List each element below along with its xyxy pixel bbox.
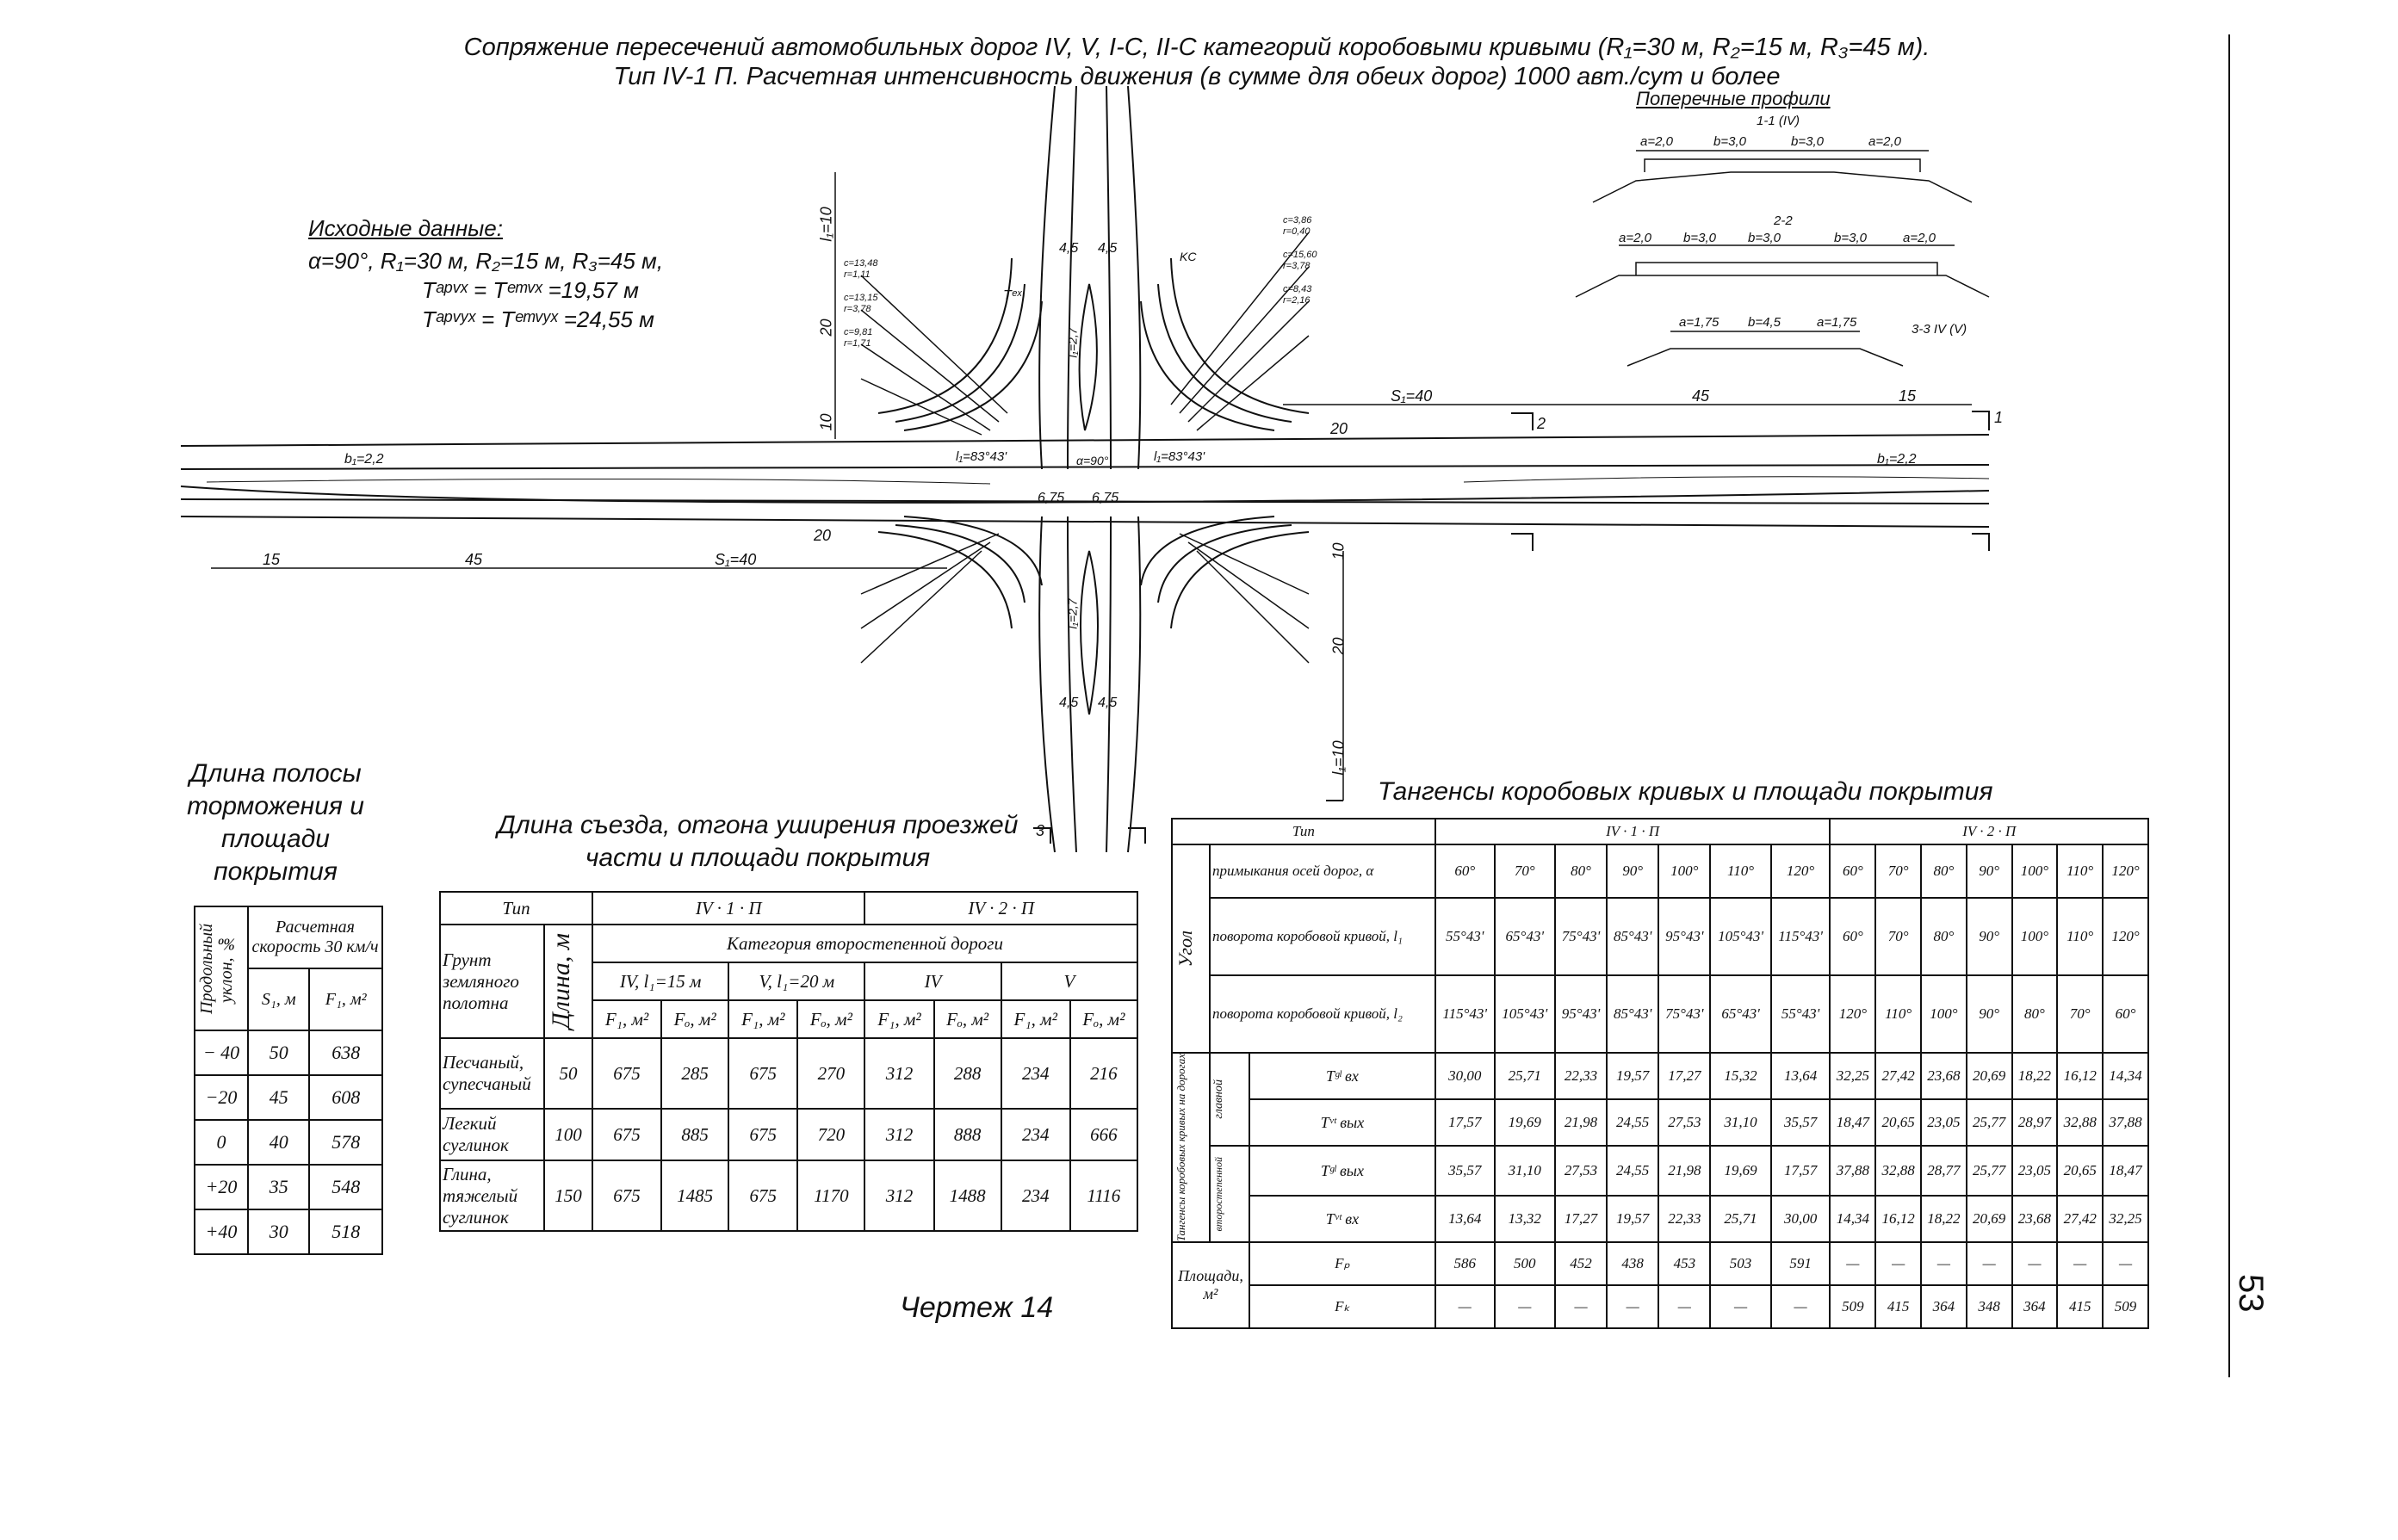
ramp-heading: Длина съезда, отгона уширения проезжей части и площади покрытия — [497, 811, 1019, 872]
dim-20-top: 20 — [817, 319, 835, 337]
table-cell — [195, 906, 248, 1030]
table-cell: Fₚ — [1249, 1242, 1435, 1285]
table-cell: Угол — [1172, 844, 1210, 1053]
dim-45-right: 45 — [1692, 387, 1710, 405]
table-cell: 17,27 — [1658, 1053, 1710, 1099]
table-cell: Fₒ, м² — [1070, 1000, 1137, 1038]
main-road-edge-bottom-outer — [181, 516, 1989, 527]
table-cell: 40 — [248, 1120, 309, 1165]
table-cell: 1488 — [934, 1160, 1001, 1231]
profile-1-dim-b2: b=3,0 — [1791, 134, 1824, 149]
dim-4-5-b: 4,5 — [1098, 241, 1118, 256]
table-cell: 675 — [592, 1038, 661, 1109]
table-cell: 50 — [544, 1038, 592, 1109]
curve-param-3: c=9,81 r=1,71 — [844, 327, 873, 349]
table-cell: 105°43' — [1710, 898, 1770, 975]
ramp-h-len: Длина, м — [547, 933, 575, 1030]
table-cell: Tᵛᵗ вых — [1249, 1099, 1435, 1146]
table-cell: 675 — [728, 1160, 797, 1231]
table-cell: 90° — [1607, 844, 1658, 898]
table-cell: 80° — [1921, 898, 1967, 975]
table-cell: — — [1495, 1285, 1555, 1328]
table-cell: — — [1967, 1242, 2012, 1285]
table-cell: V, l₁=20 м — [728, 962, 864, 1000]
table-cell: 270 — [797, 1038, 864, 1109]
tangents-heading: Тангенсы коробовых кривых и площади покрытия — [1378, 777, 1993, 806]
initial-data-line-3: Tᵃᵖᵛʸˣ = Tᵉᵐᵛʸˣ =24,55 м — [422, 306, 655, 332]
table-cell: 110° — [2057, 844, 2103, 898]
table-cell: 666 — [1070, 1109, 1137, 1160]
title-line-1: Сопряжение пересечений автомобильных дорог IV, V, I-C, II-C категорий коробовыми кривыми (R₁=30 м, R₂=15 м, R₃=45 м). — [463, 34, 1930, 61]
table-cell: 500 — [1495, 1242, 1555, 1285]
table-cell: — — [1607, 1285, 1658, 1328]
table-cell: − 40 — [195, 1030, 248, 1075]
table-cell: 312 — [864, 1038, 933, 1109]
table-cell: 100 — [544, 1109, 592, 1160]
table-cell: F₁, м² — [592, 1000, 661, 1038]
side-road-lower-right — [1128, 516, 1140, 852]
table-cell: +40 — [195, 1209, 248, 1254]
table-cell: 312 — [864, 1160, 933, 1231]
profile-1-dim-a2: a=2,0 — [1868, 134, 1901, 149]
drawing-label: Чертеж 14 — [900, 1291, 1054, 1324]
table-cell: 95°43' — [1555, 975, 1607, 1053]
table-cell: Площади, м² — [1172, 1242, 1249, 1328]
profile-3-dim-a2: a=1,75 — [1817, 315, 1857, 330]
table-cell: 120° — [2103, 898, 2148, 975]
table-cell: 1485 — [661, 1160, 728, 1231]
table-cell: — — [1435, 1285, 1495, 1328]
table-cell: 415 — [2057, 1285, 2103, 1328]
table-cell: 27,53 — [1658, 1099, 1710, 1146]
table-row — [195, 1030, 382, 1075]
table-row — [195, 1165, 382, 1209]
table-cell: 70° — [1495, 844, 1555, 898]
profile-2-label: 2-2 — [1774, 213, 1793, 228]
profile-1 — [1593, 151, 1972, 202]
braking-col-s: S₁, м — [248, 968, 309, 1030]
table-cell: 90° — [1967, 844, 2012, 898]
table-cell: второстепенной — [1210, 1146, 1249, 1242]
table-row — [195, 1120, 382, 1165]
table-cell: 110° — [1875, 975, 1921, 1053]
profile-3-dim-b: b=4,5 — [1748, 315, 1781, 330]
table-cell: −20 — [195, 1075, 248, 1120]
dim-45-left: 45 — [465, 551, 483, 568]
table-cell: Tᵍˡ вх — [1249, 1053, 1435, 1099]
table-cell: 18,22 — [1921, 1196, 1967, 1242]
table-cell: 608 — [309, 1075, 382, 1120]
dim-20-right: 20 — [1330, 420, 1348, 437]
table-cell: Тип — [1172, 819, 1435, 844]
dim-6-75-a: 6,75 — [1038, 491, 1065, 505]
initial-data-line-2: Tᵃᵖᵛˣ = Tᵉᵐᵛˣ =19,57 м — [422, 277, 639, 303]
table-row — [195, 1075, 382, 1120]
table-cell: 348 — [1967, 1285, 2012, 1328]
ramp-h-iv1: IV · 1 · П — [592, 892, 864, 925]
tvx-label: Tᵉˣ — [1003, 288, 1022, 303]
table-cell: Легкий суглинок — [440, 1109, 544, 1160]
curve-param-2: c=13,15 r=3,78 — [844, 293, 878, 314]
profile-1-dim-b1: b=3,0 — [1713, 134, 1746, 149]
ramp-h-type: Тип — [440, 892, 592, 925]
table-cell: 285 — [661, 1038, 728, 1109]
dim-6-75-b: 6,75 — [1092, 491, 1119, 505]
table-cell: 14,34 — [2103, 1053, 2148, 1099]
table-cell: Глина, тяжелый суглинок — [440, 1160, 544, 1231]
table-cell: — — [1555, 1285, 1607, 1328]
alpha-label: α=90° — [1076, 454, 1109, 467]
table-cell: 32,25 — [1830, 1053, 1875, 1099]
table-cell: — — [1658, 1285, 1710, 1328]
table-cell: 28,97 — [2012, 1099, 2058, 1146]
table-cell: 18,22 — [2012, 1053, 2058, 1099]
dim-15-left: 15 — [263, 551, 281, 568]
table-cell: 23,05 — [2012, 1146, 2058, 1196]
table-cell: 35,57 — [1435, 1146, 1495, 1196]
table-cell: 27,53 — [1555, 1146, 1607, 1196]
table-cell: 65°43' — [1710, 975, 1770, 1053]
table-cell: 55°43' — [1435, 898, 1495, 975]
tangents-table — [1171, 818, 2149, 1329]
profile-2-dim-b2: b=3,0 — [1748, 231, 1781, 245]
table-cell: 115°43' — [1435, 975, 1495, 1053]
table-cell: 120° — [1771, 844, 1831, 898]
table-cell: 17,57 — [1771, 1146, 1831, 1196]
table-cell: 586 — [1435, 1242, 1495, 1285]
table-cell: IV · 1 · П — [1435, 819, 1831, 844]
table-cell: 32,88 — [2057, 1099, 2103, 1146]
table-cell: — — [2012, 1242, 2058, 1285]
table-cell: 55°43' — [1771, 975, 1831, 1053]
dim-4-5-a: 4,5 — [1059, 241, 1079, 256]
table-cell: F₁, м² — [864, 1000, 933, 1038]
table-cell: 23,05 — [1921, 1099, 1967, 1146]
table-cell: 885 — [661, 1109, 728, 1160]
table-cell: примыкания осей дорог, α — [1210, 844, 1435, 898]
table-cell: — — [1921, 1242, 1967, 1285]
table-cell: 65°43' — [1495, 898, 1555, 975]
dim-l1-bottom: l₁=10 — [1329, 740, 1348, 776]
initial-data-line-1: α=90°, R₁=30 м, R₂=15 м, R₃=45 м, — [308, 248, 664, 274]
table-cell: 19,57 — [1607, 1053, 1658, 1099]
table-cell: Fₒ, м² — [934, 1000, 1001, 1038]
table-cell: 438 — [1607, 1242, 1658, 1285]
table-cell: 70° — [1875, 844, 1921, 898]
curve-param-6: c=8,43 r=2,16 — [1283, 284, 1312, 306]
table-cell: 19,69 — [1495, 1099, 1555, 1146]
table-cell: F₁, м² — [1001, 1000, 1070, 1038]
table-cell: 100° — [1658, 844, 1710, 898]
dim-4-5-d: 4,5 — [1098, 696, 1118, 710]
dim-lt-2-7-top: l₁=2,7 — [1065, 327, 1080, 358]
table-cell: 234 — [1001, 1109, 1070, 1160]
table-cell: 453 — [1658, 1242, 1710, 1285]
table-cell: 675 — [728, 1038, 797, 1109]
table-row — [195, 1209, 382, 1254]
kc-label: KC — [1180, 250, 1197, 263]
table-cell: 60° — [2103, 975, 2148, 1053]
table-cell: 578 — [309, 1120, 382, 1165]
table-cell: 30 — [248, 1209, 309, 1254]
table-cell: 15,32 — [1710, 1053, 1770, 1099]
table-cell: 548 — [309, 1165, 382, 1209]
table-cell: главной — [1210, 1053, 1249, 1146]
braking-col-slope: Продольный уклон, ‰ — [197, 923, 236, 1014]
table-cell: 13,32 — [1495, 1196, 1555, 1242]
angle-right: l₁=83°43' — [1154, 449, 1205, 464]
table-cell: 75°43' — [1555, 898, 1607, 975]
table-cell: 21,98 — [1555, 1099, 1607, 1146]
table-cell: 37,88 — [2103, 1099, 2148, 1146]
table-cell: 888 — [934, 1109, 1001, 1160]
curve-param-1: c=13,48 r=1,11 — [844, 258, 878, 280]
table-cell: 312 — [864, 1109, 933, 1160]
table-cell: 638 — [309, 1030, 382, 1075]
table-cell: 80° — [2012, 975, 2058, 1053]
table-cell: IV — [864, 962, 1001, 1000]
table-cell: 23,68 — [1921, 1053, 1967, 1099]
table-cell: +20 — [195, 1165, 248, 1209]
table-cell: 234 — [1001, 1038, 1070, 1109]
side-road-lower-left — [1039, 516, 1055, 852]
ramp-h-soil: Грунт земляного полотна — [440, 925, 544, 1038]
table-cell: 27,42 — [2057, 1196, 2103, 1242]
dim-20-bottom: 20 — [1329, 637, 1348, 655]
table-cell: Tᵛᵗ вх — [1249, 1196, 1435, 1242]
table-cell: Тангенсы коробовых кривых на дорогах — [1172, 1053, 1210, 1242]
table-cell: 20,65 — [2057, 1146, 2103, 1196]
table-cell: 19,69 — [1710, 1146, 1770, 1196]
table-cell: 120° — [2103, 844, 2148, 898]
table-cell: 120° — [1830, 975, 1875, 1053]
table-cell: 25,77 — [1967, 1146, 2012, 1196]
dim-lt-2-7-bottom: l₁=2,7 — [1065, 598, 1080, 629]
table-cell: 95°43' — [1658, 898, 1710, 975]
ramp-h-cat: Категория второстепенной дороги — [592, 925, 1137, 962]
table-cell: 90° — [1967, 975, 2012, 1053]
curve-param-5: c=15,60 r=3,78 — [1283, 250, 1317, 271]
table-cell: 14,34 — [1830, 1196, 1875, 1242]
table-cell: V — [1001, 962, 1137, 1000]
table-cell: 32,88 — [1875, 1146, 1921, 1196]
table-cell: 100° — [2012, 898, 2058, 975]
table-cell: 18,47 — [1830, 1099, 1875, 1146]
table-cell: 60° — [1830, 844, 1875, 898]
table-cell: 80° — [1555, 844, 1607, 898]
table-cell: 509 — [1830, 1285, 1875, 1328]
ramp-h-iv2: IV · 2 · П — [864, 892, 1137, 925]
table-cell: 100° — [2012, 844, 2058, 898]
profile-2-dim-a2: a=2,0 — [1903, 231, 1936, 245]
profiles-heading: Поперечные профили — [1636, 88, 1831, 109]
section-1-marker: 1 — [1994, 409, 2004, 426]
table-cell: 80° — [1921, 844, 1967, 898]
table-cell: 35,57 — [1771, 1099, 1831, 1146]
table-cell: 25,71 — [1710, 1196, 1770, 1242]
table-cell: 13,64 — [1435, 1196, 1495, 1242]
profile-2-dim-a1: a=2,0 — [1619, 231, 1651, 245]
page-number: 53 — [2232, 1274, 2270, 1313]
table-cell: 23,68 — [2012, 1196, 2058, 1242]
table-cell: 105°43' — [1495, 975, 1555, 1053]
table-row — [440, 1038, 1137, 1109]
table-cell: 675 — [592, 1160, 661, 1231]
braking-heading: Длина полосы торможения и площади покрытия — [187, 759, 364, 886]
table-cell: 37,88 — [1830, 1146, 1875, 1196]
table-cell: 28,77 — [1921, 1146, 1967, 1196]
table-cell: 50 — [248, 1030, 309, 1075]
dim-4-5-c: 4,5 — [1059, 696, 1079, 710]
table-cell: 30,00 — [1435, 1053, 1495, 1099]
table-cell: 60° — [1435, 844, 1495, 898]
dim-10-top: 10 — [817, 413, 835, 431]
curve-param-4: c=3,86 r=0,40 — [1283, 215, 1312, 237]
table-cell: 1116 — [1070, 1160, 1137, 1231]
table-cell: 30,00 — [1771, 1196, 1831, 1242]
table-cell: F₁, м² — [728, 1000, 797, 1038]
profile-3-label: 3-3 IV (V) — [1912, 322, 1967, 337]
table-cell: IV, l₁=15 м — [592, 962, 728, 1000]
table-cell: — — [2103, 1242, 2148, 1285]
table-cell: 17,27 — [1555, 1196, 1607, 1242]
table-cell: 25,77 — [1967, 1099, 2012, 1146]
table-cell: 70° — [2057, 975, 2103, 1053]
table-cell — [544, 925, 592, 1038]
table-cell: — — [1710, 1285, 1770, 1328]
table-cell: 85°43' — [1607, 898, 1658, 975]
table-cell: поворота коробовой кривой, l₁ — [1210, 898, 1435, 975]
dim-10-bottom: 10 — [1329, 542, 1348, 560]
table-cell: 21,98 — [1658, 1146, 1710, 1196]
table-cell: IV · 2 · П — [1830, 819, 2148, 844]
table-cell: 216 — [1070, 1038, 1137, 1109]
initial-data-heading: Исходные данные: — [308, 215, 503, 241]
title-line-2: Тип IV-1 П. Расчетная интенсивность движения (в сумме для обеих дорог) 1000 авт./сут и более — [613, 63, 1781, 90]
dim-b22-right: b₁=2,2 — [1877, 452, 1917, 467]
table-cell: 503 — [1710, 1242, 1770, 1285]
table-cell: 31,10 — [1710, 1099, 1770, 1146]
table-cell: 13,64 — [1771, 1053, 1831, 1099]
side-road-edge-right-outer — [1128, 86, 1140, 469]
table-cell: — — [1830, 1242, 1875, 1285]
table-cell: поворота коробовой кривой, l₂ — [1210, 975, 1435, 1053]
table-cell: 20,69 — [1967, 1196, 2012, 1242]
profile-2-dim-b1: b=3,0 — [1683, 231, 1716, 245]
table-cell: 75°43' — [1658, 975, 1710, 1053]
table-cell: 452 — [1555, 1242, 1607, 1285]
dim-b22-left: b₁=2,2 — [344, 452, 384, 467]
table-cell: 509 — [2103, 1285, 2148, 1328]
braking-table — [194, 906, 383, 1255]
table-cell: 24,55 — [1607, 1099, 1658, 1146]
table-cell: Tᵍˡ вых — [1249, 1146, 1435, 1196]
table-cell: 85°43' — [1607, 975, 1658, 1053]
table-cell: Fₒ, м² — [661, 1000, 728, 1038]
table-cell: 16,12 — [1875, 1196, 1921, 1242]
table-cell: Fₒ, м² — [797, 1000, 864, 1038]
table-cell: 115°43' — [1771, 898, 1831, 975]
table-cell: — — [2057, 1242, 2103, 1285]
table-cell: 31,10 — [1495, 1146, 1555, 1196]
side-road-edge-left-outer — [1039, 86, 1055, 469]
profile-1-dim-a1: a=2,0 — [1640, 134, 1673, 149]
table-cell: 288 — [934, 1038, 1001, 1109]
dim-20-left: 20 — [814, 527, 832, 544]
table-cell: — — [1875, 1242, 1921, 1285]
table-cell: — — [1771, 1285, 1831, 1328]
dim-15-right: 15 — [1899, 387, 1917, 405]
table-cell: 1170 — [797, 1160, 864, 1231]
dim-s1-left: S₁=40 — [715, 551, 757, 568]
dim-s1-right: S₁=40 — [1391, 387, 1433, 405]
table-cell: 720 — [797, 1109, 864, 1160]
table-cell: 45 — [248, 1075, 309, 1120]
table-cell: 60° — [1830, 898, 1875, 975]
section-2-marker: 2 — [1537, 415, 1546, 432]
table-cell: 591 — [1771, 1242, 1831, 1285]
table-cell: 675 — [592, 1109, 661, 1160]
profile-2 — [1576, 245, 1989, 297]
table-cell: 150 — [544, 1160, 592, 1231]
table-cell: 415 — [1875, 1285, 1921, 1328]
table-cell: Fₖ — [1249, 1285, 1435, 1328]
table-row — [440, 1109, 1137, 1160]
table-cell: 17,57 — [1435, 1099, 1495, 1146]
table-cell: 675 — [728, 1109, 797, 1160]
braking-col-speed: Расчетная скорость 30 км/ч — [248, 906, 382, 968]
profile-1-label: 1-1 (IV) — [1757, 114, 1800, 128]
table-cell: 0 — [195, 1120, 248, 1165]
table-cell: 22,33 — [1658, 1196, 1710, 1242]
table-cell: 22,33 — [1555, 1053, 1607, 1099]
profile-3 — [1627, 331, 1903, 366]
angle-left: l₁=83°43' — [956, 449, 1007, 464]
dim-l1-top: l₁=10 — [817, 207, 835, 242]
table-cell: 24,55 — [1607, 1146, 1658, 1196]
table-cell: 19,57 — [1607, 1196, 1658, 1242]
table-cell: 35 — [248, 1165, 309, 1209]
table-cell: 364 — [2012, 1285, 2058, 1328]
table-cell: Песчаный, супесчаный — [440, 1038, 544, 1109]
table-cell: 364 — [1921, 1285, 1967, 1328]
table-cell: 70° — [1875, 898, 1921, 975]
profile-2-dim-b3: b=3,0 — [1834, 231, 1867, 245]
table-cell: 110° — [1710, 844, 1770, 898]
table-cell: 32,25 — [2103, 1196, 2148, 1242]
main-road-edge-top-outer — [181, 435, 1989, 446]
table-cell: 20,65 — [1875, 1099, 1921, 1146]
section-3-marker: 3 — [1036, 822, 1045, 839]
table-cell: 20,69 — [1967, 1053, 2012, 1099]
table-cell: 234 — [1001, 1160, 1070, 1231]
profile-3-dim-a1: a=1,75 — [1679, 315, 1719, 330]
ramp-table — [439, 891, 1138, 1232]
braking-col-f: F₁, м² — [309, 968, 382, 1030]
table-row — [440, 1160, 1137, 1231]
table-cell: 18,47 — [2103, 1146, 2148, 1196]
table-cell: 25,71 — [1495, 1053, 1555, 1099]
table-cell: 27,42 — [1875, 1053, 1921, 1099]
table-cell: 110° — [2057, 898, 2103, 975]
table-cell: 16,12 — [2057, 1053, 2103, 1099]
table-cell: 518 — [309, 1209, 382, 1254]
table-cell: 100° — [1921, 975, 1967, 1053]
table-cell: 90° — [1967, 898, 2012, 975]
